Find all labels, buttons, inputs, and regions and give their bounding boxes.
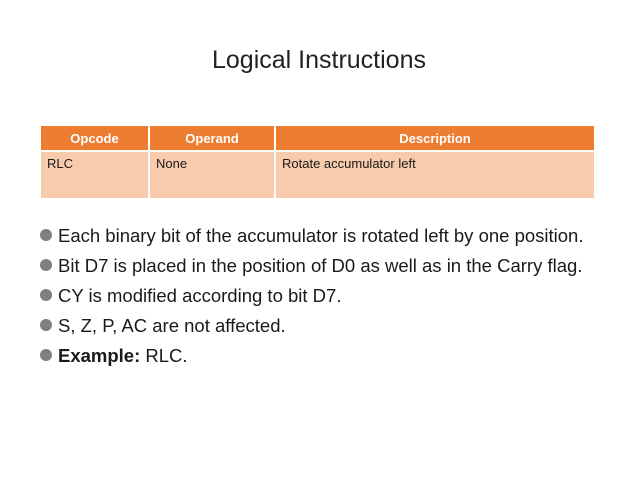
- list-item: [40, 344, 600, 367]
- list-item: [40, 284, 600, 307]
- bullet-text: S, Z, P, AC are not affected.: [58, 315, 286, 336]
- table-row: [41, 151, 594, 198]
- slide-title: Logical Instructions: [211, 46, 426, 74]
- header-opcode: Opcode: [41, 126, 149, 151]
- bullet-list: [40, 224, 600, 374]
- bullet-dot-icon: [40, 349, 52, 361]
- bullet-dot-icon: [40, 319, 52, 331]
- bullet-text: RLC.: [140, 345, 188, 366]
- list-item: [40, 314, 600, 337]
- bullet-text: Bit D7 is placed in the position of D0 as well as in the Carry flag.: [58, 255, 583, 276]
- instruction-table: [41, 126, 594, 198]
- bullet-dot-icon: [40, 289, 52, 301]
- bullet-text: Each binary bit of the accumulator is rotated left by one position.: [58, 225, 584, 246]
- header-operand: Operand: [149, 126, 275, 151]
- bullet-text: CY is modified according to bit D7.: [58, 285, 342, 306]
- bullet-dot-icon: [40, 229, 52, 241]
- header-description: Description: [275, 126, 594, 151]
- list-item: [40, 254, 600, 277]
- cell-operand: None: [149, 151, 275, 198]
- cell-description: Rotate accumulator left: [275, 151, 594, 198]
- list-item: [40, 224, 600, 247]
- bullet-dot-icon: [40, 259, 52, 271]
- table-header-row: [41, 126, 594, 151]
- cell-opcode: RLC: [41, 151, 149, 198]
- example-label: Example:: [58, 345, 141, 366]
